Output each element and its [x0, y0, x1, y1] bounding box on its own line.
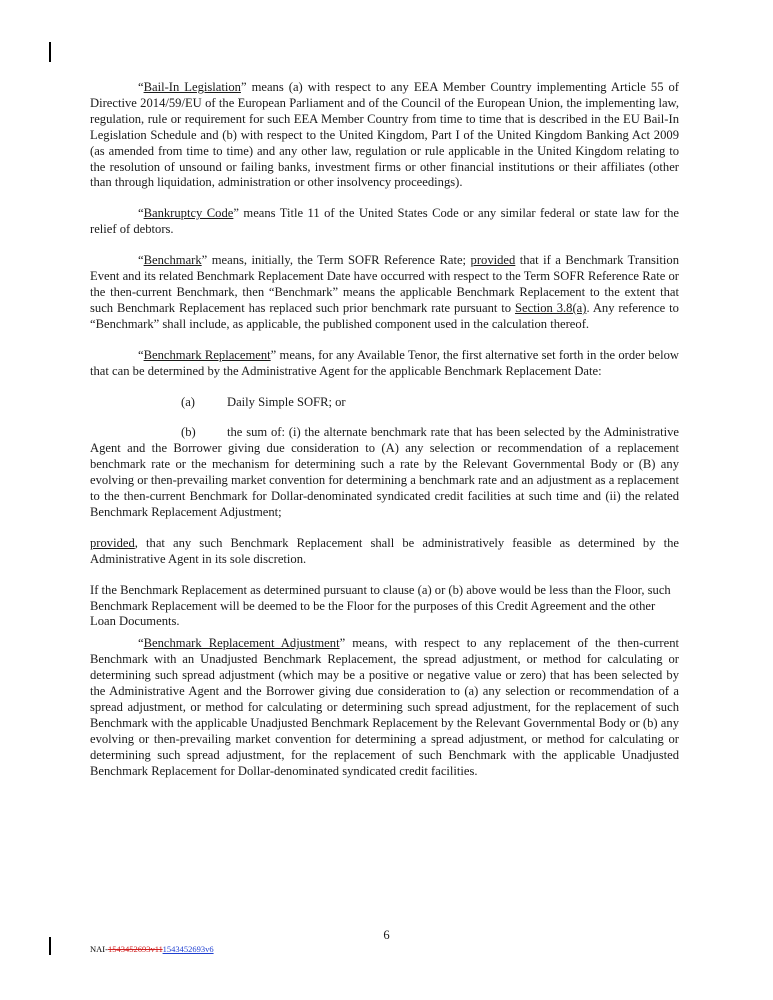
deleted-doc-id: 1543452693v11: [107, 944, 163, 954]
term-benchmark-replacement: Benchmark Replacement: [143, 347, 271, 362]
definition-benchmark-replacement: “Benchmark Replacement” means, for any Available Tenor, the first alternative set forth in the order below that can be determined by the Administrative Agent for the applicable Benchmark Replacement Date:: [90, 347, 679, 378]
document-body: [90, 80, 679, 795]
section-reference: Section 3.8(a): [515, 300, 587, 315]
term-bankruptcy-code: Bankruptcy Code: [143, 206, 234, 221]
term-benchmark: Benchmark: [143, 253, 202, 268]
definition-benchmark-replacement-adjustment: “Benchmark Replacement Adjustment” means, with respect to any replacement of the then-current Benchmark with an Unadjusted Benchmark Replacement, the spread adjustment, or method for calculating or determining such spread adjustment (which may be a positive or negative value or zero) that has been selected by the Administrative Agent and the Borrower giving due consideration to (a) any selection or recommendation of a spread adjustment, or method for calculating or determining such spread adjustment, for the replacement of such Benchmark with the applicable Unadjusted Benchmark Replacement by the Relevant Governmental Body or (b) any evolving or then-prevailing market convention for determining a spread adjustment, or method for calculating or determining such spread adjustment, for the replacement of such Benchmark with the applicable Unadjusted Benchmark Replacement for Dollar-denominated syndicated credit facilities.: [90, 636, 679, 778]
document-id-footer: NAI-1543452693v111543452693v6: [90, 944, 214, 954]
clause-a: (a) Daily Simple SOFR; or: [181, 394, 346, 409]
page-number: 6: [383, 928, 390, 942]
inserted-doc-id: 1543452693v6: [162, 944, 214, 954]
term-bail-in: Bail-In Legislation: [143, 80, 241, 94]
term-benchmark-replacement-adjustment: Benchmark Replacement Adjustment: [143, 636, 340, 651]
definition-benchmark: “Benchmark” means, initially, the Term SOFR Reference Rate; provided that if a Benchmark Transition Event and its related Benchmark Replacement Date have occurred with respect to the Term SOFR Reference Rate or the then-current Benchmark, then “Benchmark” means the applicable Benchmark Replacement to the extent that such Benchmark Replacement has replaced such prior benchmark rate pursuant to Section 3.8(a). Any reference to “Benchmark” shall include, as applicable, the published component used in the calculation thereof.: [90, 253, 679, 331]
definition-bail-in: “Bail-In Legislation” means (a) with respect to any EEA Member Country implementing Article 55 of Directive 2014/59/EU of the European Parliament and of the Council of the European Union, the implementing law, regulation, rule or requirement for such EEA Member Country from time to time that is described in the EU Bail-In Legislation Schedule and (b) with respect to the United Kingdom, Part I of the United Kingdom Banking Act 2009 (as amended from time to time) and any other law, regulation or rule applicable in the United Kingdom relating to the resolution of unsound or failing banks, investment firms or other financial institutions or their affiliates (other than through liquidation, administration or other insolvency proceedings).: [90, 80, 679, 190]
floor-paragraph: If the Benchmark Replacement as determined pursuant to clause (a) or (b) above would be less than the Floor, such Benchmark Replacement will be deemed to be the Floor for the purposes of this Credit Agreement and the other Loan Documents.: [90, 582, 671, 629]
clause-b: (b) the sum of: (i) the alternate benchmark rate that has been selected by the Administrative Agent and the Borrower giving due consideration to (A) any selection or recommendation of a replacement benchmark rate or the mechanism for determining such a rate by the Relevant Governmental Body or (B) any evolving or then-prevailing market convention for determining a benchmark rate and an adjustment as a replacement to the then-current Benchmark for Dollar-denominated syndicated credit facilities at such time and (ii) the related Benchmark Replacement Adjustment;: [90, 425, 679, 519]
proviso: provided, that any such Benchmark Replacement shall be administratively feasible as determined by the Administrative Agent in its sole discretion.: [90, 535, 679, 566]
definition-bankruptcy-code: “Bankruptcy Code” means Title 11 of the United States Code or any similar federal or state law for the relief of debtors.: [90, 206, 679, 237]
change-bar-top: [49, 42, 51, 62]
